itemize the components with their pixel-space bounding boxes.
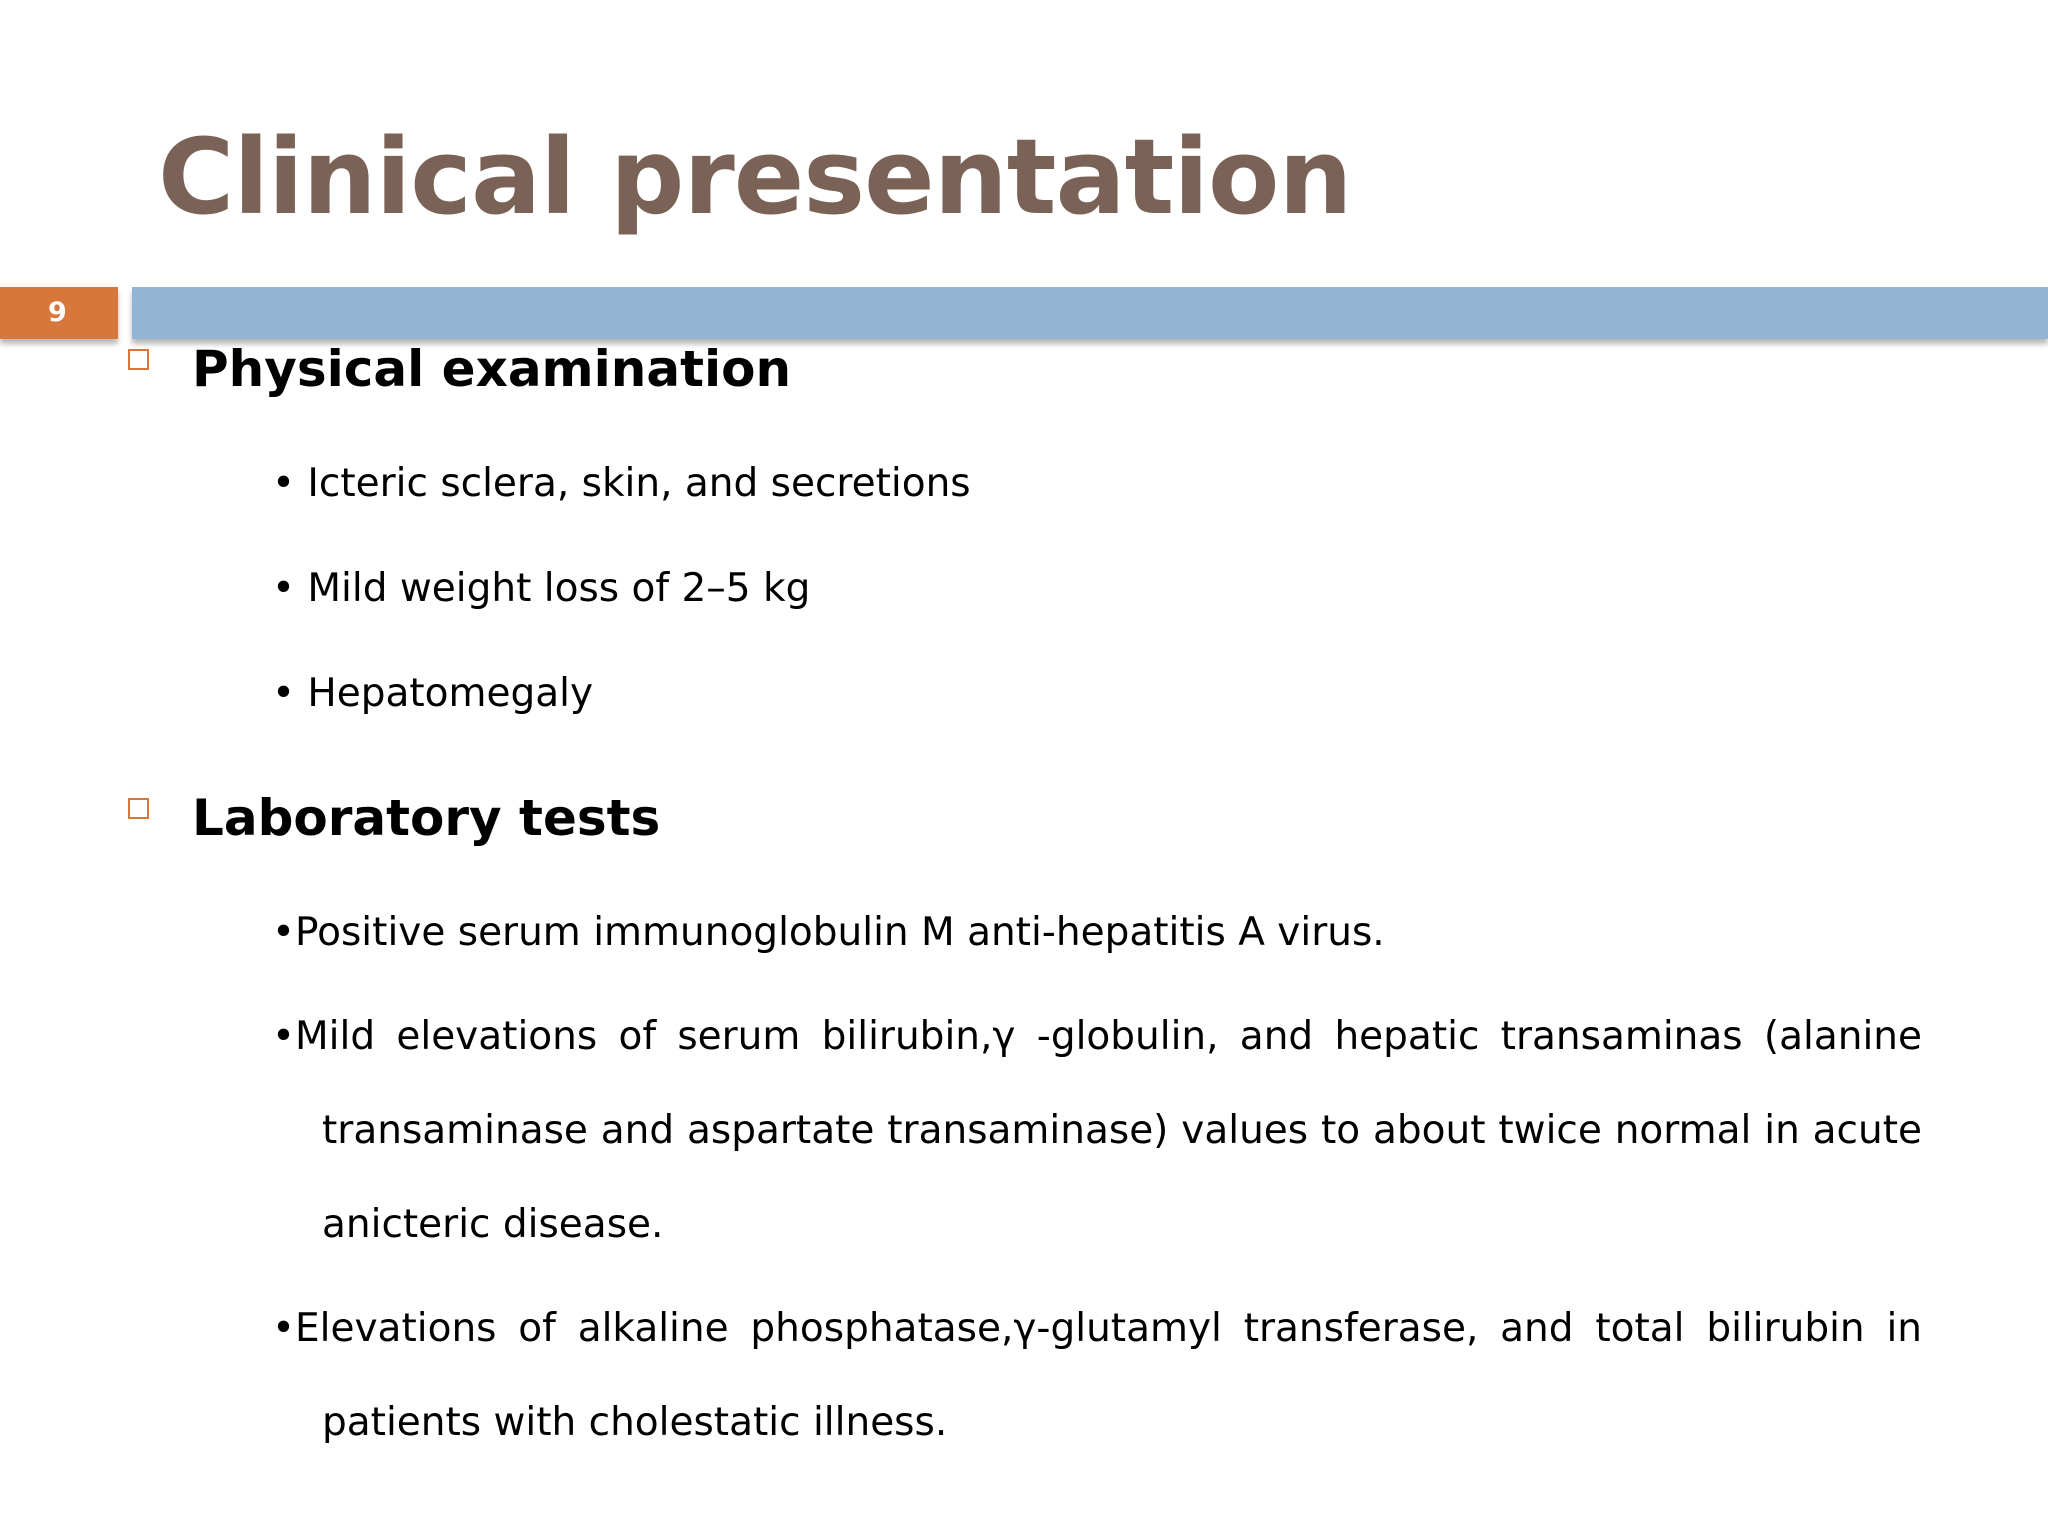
list-item-line: •Elevations of alkaline phosphatase,γ-glutamyl transferase, and total bilirubin in	[272, 1306, 1922, 1351]
list-item-line: transaminase and aspartate transaminase) values to about twice normal in acute	[322, 1108, 1922, 1153]
list-item: • Icteric sclera, skin, and secretions	[272, 461, 971, 506]
list-item-multiline	[272, 1282, 1922, 1470]
list-item-multiline	[272, 990, 1922, 1272]
section-heading-label: Physical examination	[192, 340, 792, 398]
list-item-line: patients with cholestatic illness.	[322, 1400, 948, 1445]
slide-number-badge: 9	[0, 287, 118, 339]
list-item-line: •Mild elevations of serum bilirubin,γ -globulin, and hepatic transaminas (alanine	[272, 1014, 1922, 1059]
section-heading-label: Laboratory tests	[192, 789, 661, 847]
section-laboratory-tests	[128, 789, 1628, 858]
list-item-line: anicteric disease.	[322, 1202, 664, 1247]
list-item: • Mild weight loss of 2–5 kg	[272, 566, 811, 611]
slide-title: Clinical presentation	[158, 116, 1352, 238]
list-item: •Positive serum immunoglobulin M anti-hepatitis A virus.	[272, 910, 1385, 955]
section-physical-examination	[128, 340, 1628, 409]
title-divider-bar	[132, 287, 2048, 339]
square-bullet-icon	[128, 349, 149, 370]
list-item: • Hepatomegaly	[272, 671, 594, 716]
square-bullet-icon	[128, 798, 149, 819]
